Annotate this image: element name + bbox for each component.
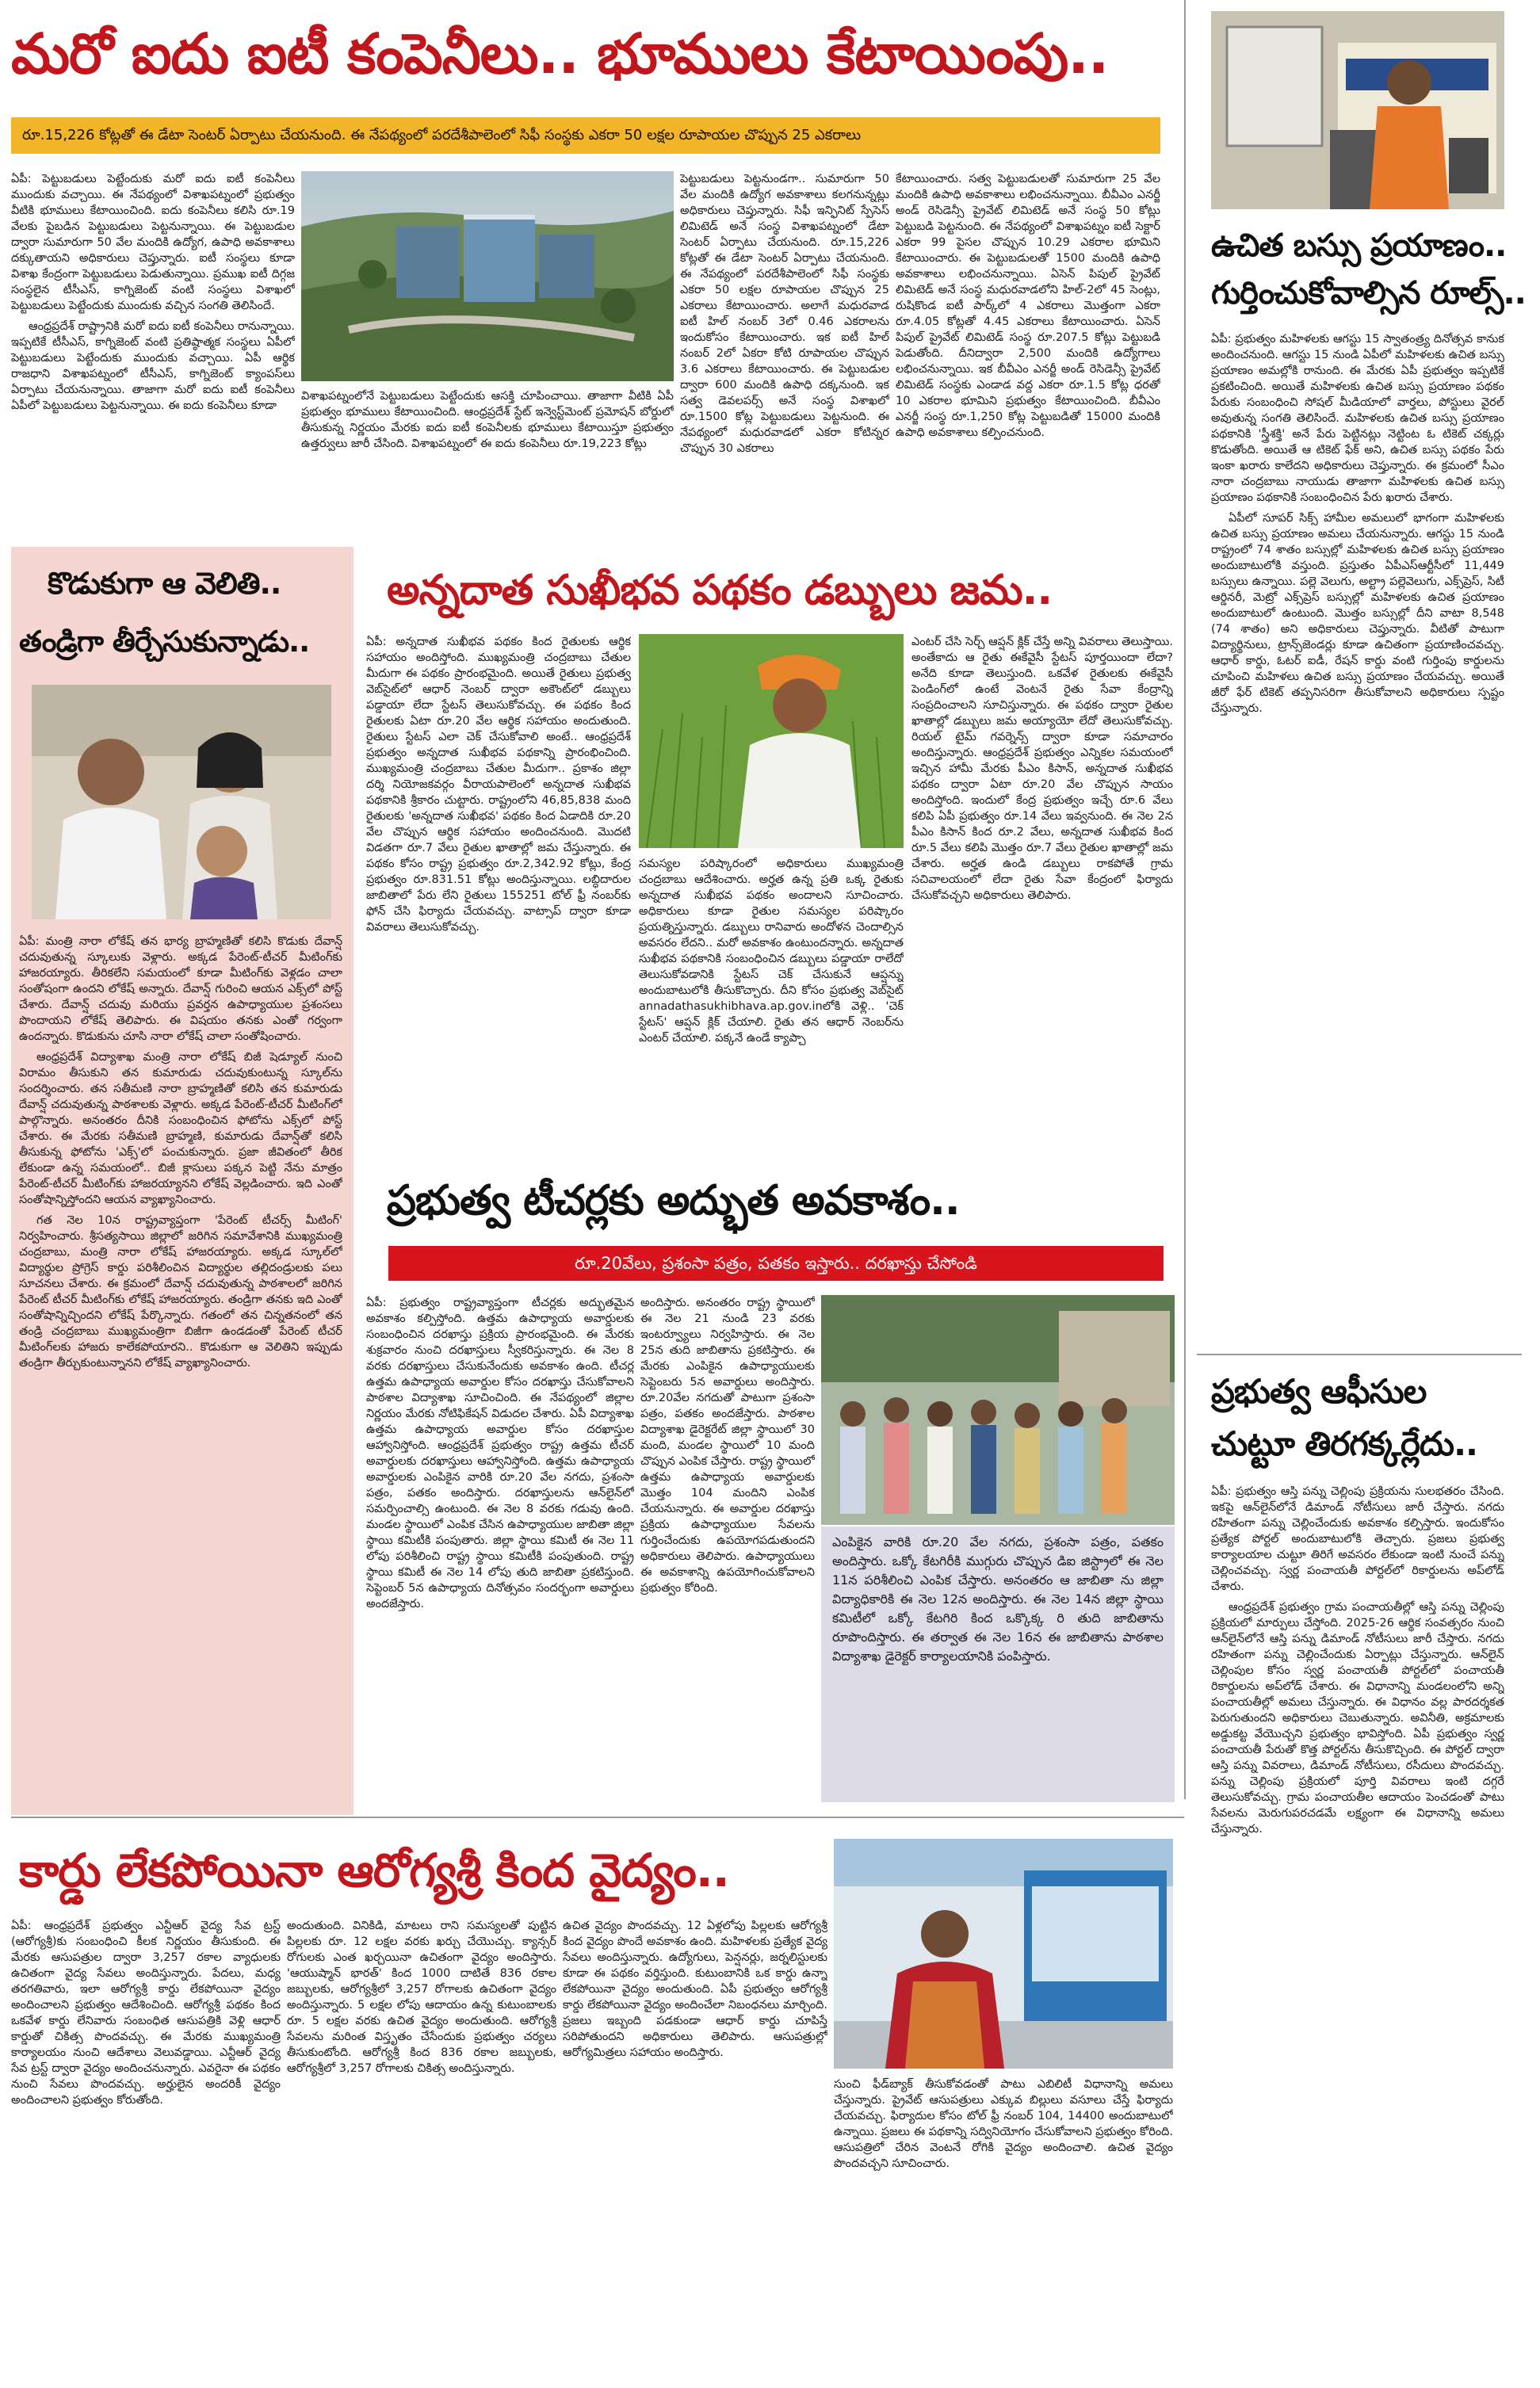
story4-column-2 [639,856,904,1141]
story5-caption-box [821,1526,1175,1802]
lokesh-family-photo [32,685,331,919]
story7-column-1 [11,1918,281,2362]
story1-col1-para2: ఆంధ్రప్రదేశ్ రాష్ట్రానికి మరో ఐదు ఐటీ కంపెనీలు రానున్నాయి. ఇప్పటికే టీసీఎస్, కాగ్నిజెంట్ వంటి ప్రతిష్ఠాత్మక సంస్థలు ఏపీలో పెట్టుబడులు పెట్టేందుకు ముందుకు వచ్చాయి. ఏపీ ఆర్థిక రాజధాని విశాఖపట్నంలో టీసీఎస్, కాగ్నిజెంట్ క్యాంపస్‌లు ఏర్పాటు చేయనున్నాయి. తాజాగా మరో ఐదు ఐటీ కంపెనీలు ఏపీలో పెట్టుబడులు పెట్టనున్నాయి. ఈ ఐదు కంపెనీలు కూడా [11,320,295,412]
story3-para3: గత నెల 10న రాష్ట్రవ్యాప్తంగా 'పేరెంట్ టీచర్స్ మీటింగ్' నిర్వహించారు. శ్రీసత్యసాయి జిల్లాలో జరిగిన సమావేశానికి ముఖ్యమంత్రి చంద్రబాబు, మంత్రి నారా లోకేష్ హాజరయ్యారు. అక్కడ స్కూల్‌లో విద్యార్థుల ప్రోగ్రెస్ కార్డు పరిశీలించిన విద్యార్థుల తల్లిదండ్రులకు పలు సూచనలు చేశారు. ఈ క్రమంలో దేవాన్ష్ చదువుతున్న పాఠశాలలో జరిగిన పేరెంట్ టీచర్ మీటింగ్‌కు లోకేష్ హాజరయ్యారు. తండ్రిగా తనకు ఇది ఎంతో సంతోషాన్నిచ్చిందని లోకేష్ పేర్కొన్నారు. గతంలో తన చిన్నతనంలో తన తండ్రి చంద్రబాబు ముఖ్యమంత్రిగా బిజీగా ఉండడంతో పేరెంట్ టీచర్ మీటింగ్‌లకు హాజరు కాలేకపోయారని.. కొడుకుగా ఆ వెలితిని ఇప్పుడు తండ్రిగా తీర్చుకుంటున్నానని లోకేష్ వ్యాఖ్యానించారు. [19,1214,342,1370]
story3-body [19,934,342,1804]
story4-col2-text: సమస్యల పరిష్కారంలో అధికారులు ముఖ్యమంత్రి చంద్రబాబు ఆదేశించారు. అర్హత ఉన్న ప్రతి ఒక్క రైతుకు అన్నదాత సుఖీభవ పథకం అందాలని సూచించారు. అధికారులు కూడా రైతుల సమస్యల పరిష్కారం ప్రయత్నిస్తున్నారు. డబ్బులు రానివారు అందోళన చెందాల్సిన అవసరం లేదని.. మరో అవకాశం ఉంటుందన్నారు. అన్నదాత సుఖీభవ పథకానికి సంబంధించిన డబ్బులు పడ్డాయా రాలేదో తెలుసుకోవడానికి స్టేటస్ చెక్ చేసుకునే ఆప్షన్ను అందుబాటులోకి తీసుకొచ్చారు. దీని కోసం ప్రభుత్వ వెబ్‌సైట్ annadathasukhibhava.ap.gov.inలోకి వెళ్లి.. 'చెక్ స్టేటస్' ఆప్షన్ క్లిక్ చేయాలి. రైతు తన ఆధార్ నెంబర్‌ను ఎంటర్ చేయాలి. పక్కనే ఉండే క్యాప్చా [639,858,904,1045]
story2-headline-line1: ఉచిత బస్సు ప్రయాణం.. [1211,227,1507,264]
story7-column-2 [287,1918,556,2362]
bus-woman-photo [1211,11,1504,209]
story1-column-1 [11,171,295,536]
story4-col1-text: ఏపీ: అన్నదాత సుఖీభవ పథకం కింద రైతులకు ఆర్థిక సహాయం అందిస్తోంది. ముఖ్యమంత్రి చంద్రబాబు చేతుల మీదుగా ఈ పథకం ప్రారంభమైంది. అయితే రైతులు ప్రభుత్వ వెబ్‌సైట్‌లో ఆధార్ నెంబర్ ద్వారా అకౌంట్‌లో డబ్బులు పడ్డాయా లేదా స్టేటస్ తెలుసుకోవచ్చు. ఈ పథకం కింద రైతులకు ఏటా రూ.20 వేల ఆర్థిక సహాయం అందుతుంది. రైతులు స్టేటస్ ఎలా చెక్ చేసుకోవాలి అంటే.. ఆంధ్రప్రదేశ్ ప్రభుత్వం అన్నదాత సుఖీభవ పథకాన్ని ప్రారంభించింది. ముఖ్యమంత్రి చంద్రబాబు చేతుల మీదుగా.. ప్రకాశం జిల్లా దర్శి నియోజకవర్గం వీరాయపాలెంలో అన్నదాత సుఖీభవ పథకానికి శ్రీకారం చుట్టారు. రాష్ట్రంలోని 46,85,838 మంది రైతులకు 'అన్నదాత సుఖీభవ' పథకం కింద ఏడాదికి రూ.20 వేల చొప్పున ఆర్థిక సహాయం అందించనుంది. మొదటి విడతగా రూ.7 వేలు రైతుల ఖాతాల్లో జమ చేస్తున్నారు. ఈ పథకం కోసం రాష్ట్ర ప్రభుత్వం రూ.2,342.92 కోట్లు, కేంద్ర ప్రభుత్వం రూ.831.51 కోట్లు అందిస్తున్నాయి. లబ్ధిదారుల జాబితాలో పేరు లేని రైతులు 155251 టోల్ ఫ్రీ నంబర్‌కు ఫోన్ చేసి ఫిర్యాదు చేయవచ్చు. వాట్సాప్ ద్వారా కూడా వివరాలు తెలుసుకోవచ్చు. [366,636,631,934]
story5-subhead: రూ.20వేలు, ప్రశంసా పత్రం, పతకం ఇస్తారు.. దరఖాస్తు చేసోండి [388,1246,1164,1281]
teachers-queue-photo [821,1295,1175,1525]
hospital-photo [834,1839,1173,2069]
story5-caption-text: ఎంపికైన వారికి రూ.20 వేల నగదు, ప్రశంసా పత్రం, పతకం అందిస్తారు. ఒక్కో కేటగిరీకి ముగ్గురు చొప్పున డిఐ జిస్ట్రాలో ఈ నెల 11న పరిశీలించి ఎంపిక చేస్తారు. అనంతరం ఆ జాబితా ను జిల్లా విద్యాధికారికి ఈ నెల 12న అందిస్తారు. ఈ నెల 14న జిల్లా స్థాయి కమిటీలో ఒక్కో కేటగిరి కింద ఒక్కొక్క రి తుది జాబితాను రూపొందిస్తారు. ఈ తర్వాత ఈ నెల 16న ఈ జాబితాను పాఠశాల విద్యాశాఖ డైరెక్టర్ కార్యాలయానికి పంపిస్తారు. [832,1534,1164,1664]
story1-headline: మరో ఐదు ఐటీ కంపెనీలు.. భూములు కేటాయింపు.. [11,21,1109,86]
story6-para1: ఏపీ: ప్రభుత్వం ఆస్తి పన్ను చెల్లింపు ప్రక్రియను సులభతరం చేసింది. ఇకపై ఆన్‌లైన్‌లోనే డిమాండ్ నోటీసులు జారీ చేస్తారు. నగదు రహితంగా పన్ను చెల్లించేందుకు అవకాశం కల్పిస్తారు. ఇందుకోసం ప్రత్యేక పోర్టల్ అందుబాటులోకి తెచ్చారు. ప్రజలు ప్రభుత్వ కార్యాలయాల చుట్టూ తిరిగే అవసరం లేకుండా ఇంటి నుంచే పన్ను చెల్లించవచ్చు. స్వర్ణ పంచాయతీ పోర్టల్‌లో రికార్డులను అప్‌లోడ్ చేశారు. [1211,1485,1504,1593]
story1-subhead: రూ.15,226 కోట్లతో ఈ డేటా సెంటర్ ఏర్పాటు చేయనుంది. ఈ నేపథ్యంలో పరదేశీపాలెంలో సిఫీ సంస్థకు ఎకరా 50 లక్షల రూపాయల చొప్పున 25 ఎకరాలు [11,117,1160,154]
story7-column-3 [563,1918,827,2362]
story7-col4-text: సుంచి ఫీడ్‌బ్యాక్ తీసుకోవడంతో పాటు ఎబిలిటీ విధానాన్ని అమలు చేస్తున్నారు. ప్రైవేట్ ఆసుపత్రులు ఎక్కువ బిల్లులు వసూలు చేస్తే ఫిర్యాదు చేయవచ్చు. ఫిర్యాదుల కోసం టోల్ ఫ్రీ నంబర్ 104, 14400 అందుబాటులో ఉన్నాయి. ప్రజలు ఈ పథకాన్ని సద్వినియోగం చేసుకోవాలని ప్రభుత్వం కోరింది. ఆసుపత్రిలో చేరిన వెంటనే రోగికి వైద్యం అందించాలి. ఉచిత వైద్యం పొందవచ్చని సూచించారు. [834,2078,1173,2170]
story4-column-1 [366,634,631,1141]
story1-col4-text: కేటాయించారు. సత్వ పెట్టుబడులతో సుమారుగా 25 వేల మందికి ఉపాధి అవకాశాలు లభించనున్నాయి. బీవీఎం ఎనర్జీ అండ్ రెసిడెన్సీ ప్రైవేట్ లిమిటెడ్ అనే సంస్థ 50 కోట్లు పెట్టుబడి పెట్టనుంది. ఈ నేపథ్యంలో విశాఖపట్నం ఐటీ సెక్టార్ ఎకరా 99 పైసల చొప్పున 10.29 ఎకరాల భూమిని కేటాయించారు. ఈ పెట్టుబడులతో 1500 మందికి ఉపాధి అవకాశాలు లభించనున్నాయి. ఏసెన్ పిపుల్ ప్రైవేట్ లిమిటెడ్ అనే సంస్థ మధురవాడలోని హిల్-2లో 45 సెంట్లు, రుషికొండ ఐటీ పార్క్‌లో 4 ఎకరాలు మొత్తంగా ఎకరా రూ.4.05 కోట్లతో 4.45 ఎకరాలు కేటాయించారు. ఏసెన్ పిపుల్ ప్రైవేట్ లిమిటెడ్ సంస్థ రూ.207.5 కోట్లు పెట్టుబడి పెడుతోంది. దీనిద్వారా 2,500 మందికి ఉద్యోగాలు లభించనున్నాయి. ఇక బీవీఎం ఎనర్జీ అండ్ రెసిడెన్సీ ప్రైవేట్ లిమిటెడ్ సంస్థకు ఎండాడ వద్ద ఎకరా రూ.1.5 కోట్ల ధరతో 10 ఎకరాల భూమిని ప్రభుత్వం కేటాయించింది. బీవీఎం ఎనర్జీ సంస్థ రూ.1,250 కోట్ల పెట్టుబడితో 15000 మందికి ఉపాధి అవకాశాలు కల్పించనుంది. [896,173,1160,439]
story1-column-3 [680,171,889,536]
story7-col1-text: ఏపీ: ఆంధ్రప్రదేశ్ ప్రభుత్వం ఎన్టీఆర్ వైద్య సేవ ట్రస్ట్ (ఆరోగ్యశ్రీ)కు సంబంధించి కీలక నిర్ణయం తీసుకుంది. ఈ మేరకు ఆసుపత్రుల ద్వారా 3,257 రకాల వ్యాధులకు ఉచితంగా వైద్య సేవలు అందిస్తున్నారు. పేదలు, మధ్య తరగతివారు, ఇలా ఆరోగ్యశ్రీ కార్డు లేకపోయినా వైద్యం అందించాలని ప్రభుత్వం ఆదేశించింది. ఆరోగ్యశ్రీ పథకం కింద ఒకవేళ కార్డు లేనివారు సంబంధిత ఆసుపత్రికి వెళ్లి ఆధార్ కార్డుతో చికిత్స పొందవచ్చు. ఈ మేరకు ముఖ్యమంత్రి కార్యాలయం నుంచి ఆదేశాలు వెలువడ్డాయి. ఎన్టీఆర్ వైద్య సేవ ట్రస్ట్ ద్వారా వైద్యం అందించనున్నారు. ఎవరైనా ఈ పథకం నుంచి సేవలు పొందవచ్చు. అర్హులైన అందరికీ వైద్యం అందించాలని ప్రభుత్వం కోరుతోంది. [11,1920,281,2107]
story5-column-1 [366,1295,634,1802]
story7-column-4 [834,2077,1173,2362]
story1-col2-text: విశాఖపట్నంలోనే పెట్టుబడులు పెట్టేందుకు ఆసక్తి చూపించాయి. తాజాగా వీటికి ఏపీ ప్రభుత్వం భూములు కేటాయించింది. ఆంధ్రప్రదేశ్ స్టేట్ ఇన్వెస్ట్‌మెంట్ ప్రమోషన్ బోర్డులో తీసుకున్న నిర్ణయం మేరకు ఐదు ఐటీ కంపెనీలకు భూములు కేటాయిస్తూ ప్రభుత్వం ఉత్తర్వులు జారీ చేసింది. విశాఖపట్నంలో ఈ ఐదు కంపెనీలు రూ.19,223 కోట్లు [301,390,674,450]
right-story-separator [1197,1354,1522,1355]
story3-para1: ఏపీ: మంత్రి నారా లోకేష్ తన భార్య బ్రాహ్మణితో కలిసి కొడుకు దేవాన్ష్ చదువుతున్న స్కూలుకు వెళ్లారు. అక్కడ పేరెంట్-టీచర్ మీటింగ్‌కు హాజరయ్యారు. తీరికలేని సమయంలో కూడా మీటింగ్‌కు వెళ్లడం చాలా సంతోషంగా ఉందని లోకేష్ అన్నారు. దేవాన్ష్ గురించి ఆయన ఎక్స్‌లో పోస్ట్ చేశారు. దేవాన్ష్ చదువు మరియు ప్రవర్తన ఉపాధ్యాయుల ప్రశంసలు పొందాయని లోకేష్ తెలిపారు. ఈ విషయం తనకు ఎంతో గర్వంగా ఉందన్నారు. కొడుకును చూసి నారా లోకేష్ చాలా సంతోషించారు. [19,935,342,1043]
story3-headline-line1: కొడుకుగా ఆ వెలితి.. [48,566,281,601]
story6-headline-line1: ప్రభుత్వ ఆఫీసుల [1211,1372,1427,1411]
story6-para2: ఆంధ్రప్రదేశ్ ప్రభుత్వం గ్రామ పంచాయతీల్లో ఆస్తి పన్ను చెల్లింపు ప్రక్రియలో మార్పులు చేస్తోంది. 2025-26 ఆర్థిక సంవత్సరం నుంచి ఆన్‌లైన్‌లోనే ఆస్తి పన్ను డిమాండ్ నోటీసులు జారీ చేస్తారు. నగదు రహితంగా పన్ను చెల్లించేందుకు ఏర్పాట్లు చేస్తున్నారు. ఆన్‌లైన్ చెల్లింపుల కోసం స్వర్ణ పంచాయతీ పోర్టల్‌లో పంచాయతీ రికార్డులను అప్‌లోడ్ చేశారు. ఈ విధానాన్ని మండలంలోని అన్ని పంచాయతీల్లో అమలు చేస్తున్నారు. ఈ విధానం వల్ల పారదర్శకత పెరుగుతుందని అధికారులు చెబుతున్నారు. అవినీతి, అక్రమాలకు అడ్డుకట్ట వేయొచ్చని ప్రభుత్వం భావిస్తోంది. ఏపీ ప్రభుత్వం స్వర్ణ పంచాయతీ పేరుతో కొత్త పోర్టల్‌ను తీసుకొచ్చింది. ఈ పోర్టల్ ద్వారా ఆస్తి పన్ను వివరాలు, డిమాండ్ నోటీసులు, రసీదులు పొందవచ్చు. పన్ను చెల్లింపు ప్రక్రియలో పూర్తి వివరాలు ఇంటి దగ్గరే తెలుసుకోవచ్చు. గ్రామ పంచాయతీల ఆదాయం పెంచడంతో పాటు సేవలను మెరుగుపరచడమే లక్ష్యంగా ఈ విధానాన్ని అమలు చేస్తున్నారు. [1211,1601,1504,1836]
story5-column-2 [640,1295,815,1802]
story5-col1-text: ఏపీ: ప్రభుత్వం రాష్ట్రవ్యాప్తంగా టీచర్లకు అద్భుతమైన అవకాశం కల్పిస్తోంది. ఉత్తమ ఉపాధ్యాయ అవార్డులకు సంబంధించిన దరఖాస్తు ప్రక్రియ ప్రారంభమైంది. ఈ మేరకు శుక్రవారం నుంచి దరఖాస్తులు స్వీకరిస్తున్నారు. ఈ నెల 8 వరకు దరఖాస్తులు చేసుకునేందుకు అవకాశం ఉంది. టీచర్ల ఉత్తమ ఉపాధ్యాయ అవార్డుల కోసం దరఖాస్తు చేసుకోవాలని పాఠశాల విద్యాశాఖ సూచించింది. ఈ నేపథ్యంలో జిల్లాల నిర్ణయం మేరకు నోటిఫికేషన్ విడుదల చేశారు. ఏపీ విద్యాశాఖ ఉత్తమ ఉపాధ్యాయ అవార్డుల కోసం దరఖాస్తుల ఆహ్వానిస్తోంది. ఆంధ్రప్రదేశ్ ప్రభుత్వం రాష్ట్ర ఉత్తమ టీచర్ అవార్డులకు దరఖాస్తులు ఆహ్వానిస్తోంది. ఉత్తమ ఉపాధ్యాయ అవార్డులకు ఎంపికైన వారికి రూ.20 వేల నగదు, ప్రశంసా పత్రం, పతకం అందిస్తారు. దరఖాస్తులను ఆన్‌లైన్‌లో సమర్పించాల్సి ఉంటుంది. ఈ నెల 8 వరకు గడువు ఉంది. మండల స్థాయిలో ఎంపిక చేసిన ఉపాధ్యాయుల జాబితా జిల్లా స్థాయి కమిటీకి పంపుతారు. జిల్లా స్థాయి కమిటీ ఈ నెల 11 లోపు పరిశీలించి రాష్ట్ర స్థాయి కమిటీకి పంపుతుంది. రాష్ట్ర స్థాయి కమిటీ ఈ నెల 14 లోపు తుది జాబితా ప్రకటిస్తుంది. సెప్టెంబర్ 5న ఉపాధ్యాయ దినోత్సవం సందర్భంగా అవార్డులు అందజేస్తారు. [366,1297,634,1610]
story3-para2: ఆంధ్రప్రదేశ్ విద్యాశాఖ మంత్రి నారా లోకేష్ బిజీ షెడ్యూల్ నుంచి విరామం తీసుకుని తన కుమారుడు చదువుకుంటున్న స్కూల్‌ను సందర్శించారు. తన సతీమణి నారా బ్రాహ్మణితో కలిసి తన కుమారుడు దేవాన్ష్ చదువుతున్న పాఠశాలకు వెళ్లారు. అక్కడ పేరెంట్-టీచర్ మీటింగ్‌లో పాల్గొన్నారు. అనంతరం దీనికి సంబంధించిన ఫోటోను ఎక్స్‌లో పోస్ట్ చేశారు. ఈ మేరకు సతీమణి బ్రాహ్మణి, కుమారుడు దేవాన్ష్‌తో కలిసి తీసుకున్న ఫోటోను 'ఎక్స్'లో పంచుకున్నారు. ప్రజా జీవితంలో తీరిక లేకుండా ఉన్న సమయంలో.. బిజీ క్లాసులు పక్కన పెట్టి నేను మాత్రం పేరెంట్-టీచర్ మీటింగ్‌కు హాజరయ్యానని లోకేష్ వెల్లడించారు. ఇది ఎంతో సంతోషాన్నిస్తోందని ఆయన వ్యాఖ్యానించారు. [19,1051,342,1206]
story6-headline-line2: చుట్టూ తిరగక్కర్లేదు.. [1211,1424,1478,1463]
story1-column-2 [301,388,674,536]
story3-headline-line2: తండ్రిగా తీర్చేసుకున్నాడు.. [19,625,310,659]
story5-col2-text: అందిస్తారు. అనంతరం రాష్ట్ర స్థాయిలో ఈ నెల 21 నుండి 23 వరకు ఇంటర్వ్యూలు నిర్వహిస్తారు. ఈ నెల 25న తుది జాబితాను ప్రకటిస్తారు. ఈ మేరకు ఎంపికైన ఉపాధ్యాయులకు సెప్టెంబరు 5న అవార్డులు అందిస్తారు. రూ.20వేల నగదుతో పాటుగా ప్రశంసా పత్రం, పతకం అందజేస్తారు. పాఠశాల విద్యాశాఖ డైరెక్టరేట్ జిల్లా స్థాయిలో 30 మంది, మండల స్థాయిలో 10 మంది చొప్పున ఎంపిక చేస్తారు. రాష్ట్ర స్థాయిలో ఉత్తమ ఉపాధ్యాయ అవార్డులకు మొత్తం 104 మందిని ఎంపిక చేయనున్నారు. ఈ అవార్డుల దరఖాస్తు ప్రక్రియ ఉపాధ్యాయుల సేవలను గుర్తించేందుకు ఉపయోగపడుతుందని అధికారులు తెలిపారు. ఉపాధ్యాయులు ఈ అవకాశాన్ని ఉపయోగించుకోవాలని ప్రభుత్వం కోరింది. [640,1297,815,1595]
right-column-divider [1184,0,1186,1799]
story1-col1-para1: ఏపీ: పెట్టుబడులు పెట్టేందుకు మరో ఐదు ఐటీ కంపెనీలు ముందుకు వచ్చాయి. ఈ నేపథ్యంలో విశాఖపట్నంలో ప్రభుత్వం వీటికి భూములు కేటాయించింది. ఐదు కంపెనీలు కలిసి రూ.19 వేలకు పైబడిన పెట్టుబడులు పెట్టనున్నాయి. ఈ పెట్టుబడుల ద్వారా సుమారుగా 50 వేల మందికి ఉద్యోగ, ఉపాధి అవకాశాలు దక్కుతాయని అధికారులు చెప్తున్నారు. ఐటీ సంస్థలు కూడా విశాఖ కేంద్రంగా పెట్టుబడులు పెడుతున్నాయి. ప్రముఖ ఐటీ దిగ్గజ సంస్థలైన టీసీఎస్, కాగ్నిజెంట్ వంటి సంస్థలు విశాఖలో పెట్టుబడులు పెట్టేందుకు ముందుకు వచ్చిన సంగతి తెలిసిందే. [11,173,295,312]
story6-body [1211,1484,1504,2356]
story7-col2-text: అందుతుంది. వినికిడి, మాటలు రాని సమస్యలతో పుట్టిన పిల్లలకు రూ. 12 లక్షల వరకు ఖర్చు చేయొచ్చు. క్యాన్సర్ రోగులకు ఎంత ఖర్చయినా ఉచితంగా వైద్యం అందిస్తారు. 'ఆయుష్మాన్ భారత్' కింద 1000 దాటితే 836 రకాల జబ్బులకు, ఆరోగ్యశ్రీలో 3,257 రోగాలకు ఉచితంగా వైద్యం అందిస్తున్నారు. 5 లక్షల లోపు ఆదాయం ఉన్న కుటుంబాలకు రూ. 5 లక్షల వరకు ఉచిత వైద్యం అందుతుంది. ఆరోగ్యశ్రీ సేవలను మరింత విస్తృతం చేసేందుకు ప్రభుత్వం చర్యలు తీసుకుంటోంది. ఆరోగ్యశ్రీ కింద 836 రకాల జబ్బులకు, ఆరోగ్యశ్రీలో 3,257 రోగాలకు చికిత్స అందిస్తున్నారు. [287,1920,556,2075]
it-campus-photo [301,171,674,381]
story1-column-4 [896,171,1160,536]
story4-headline: అన్నదాత సుఖీభవ పథకం డబ్బులు జమ.. [387,567,1053,614]
story1-col3-text: పెట్టుబడులు పెట్టనుండగా.. సుమారుగా 50 వేల మందికి ఉద్యోగ అవకాశాలు కలగనున్నట్లు అధికారులు చెప్తున్నారు. సిఫీ ఇన్ఫినిట్ స్పేసెస్ లిమిటెడ్ అనే సంస్థ విశాఖపట్నంలో డేటా సెంటర్ ఏర్పాటు చేయనుంది. రూ.15,226 కోట్లతో ఈ డేటా సెంటర్ ఏర్పాటు చేయనుంది. ఈ నేపథ్యంలో పరదేశీపాలెంలో సిఫీ సంస్థకు ఎకరా 50 లక్షల రూపాయల చొప్పున 25 ఎకరాలు కేటాయించారు. అలాగే మధురవాడ ఐటీ హిల్ నంబర్ 3లో 0.46 ఎకరాలను ఇందుకోసం కేటాయించారు. ఇక ఐటీ హిల్ నంబర్ 2లో ఏకరా కోటి రూపాయల చొప్పున 3.6 ఎకరాలు కేటాయించారు. ఈ పెట్టుబడుల ద్వారా 600 మందికి ఉపాధి దక్కనుంది. ఇక సత్వ డెవలపర్స్ అనే సంస్థ విశాఖలో రూ.1500 కోట్ల పెట్టుబడులు పెట్టనుంది. ఈ నేపథ్యంలో మధురవాడలో ఎకరా కోటిన్నర చొప్పున 30 ఎకరాలు [680,173,889,455]
bottom-section-divider [11,1817,1184,1818]
story4-col3-text: ఎంటర్ చేసి సెర్చ్ ఆప్షన్ క్లిక్ చేస్తే అన్ని వివరాలు తెలుస్తాయి. అంతేకాదు ఆ రైతు ఈకేవైసీ స్టేటస్ పూర్తయిందా లేదా? అనేది కూడా తెలుస్తుంది. ఒకవేళ రైతులకు ఈకేవైసీ పెండింగ్‌లో ఉంటే వెంటనే రైతు సేవా కేంద్రాన్ని సంప్రదించాలని సూచిస్తున్నారు. ఈ పథకం ద్వారా రైతుల ఖాతాల్లో డబ్బులు జమ అయ్యాయో లేదో తెలుసుకోవచ్చు. రియల్ టైమ్ గవర్నెన్స్ ద్వారా కూడా సమాచారం అందిస్తున్నారు. ఆంధ్రప్రదేశ్ ప్రభుత్వం ఎన్నికల సమయంలో ఇచ్చిన హామీ మేరకు పీఎం కిసాన్, అన్నదాత సుఖీభవ పథకం ద్వారా ఏటా రూ.20 వేల చొప్పున సాయం అందిస్తోంది. ఇందులో కేంద్ర ప్రభుత్వం ఇచ్చే రూ.6 వేలు కలిపి ఏపీ ప్రభుత్వం రూ.14 వేలు ఇవ్వనుంది. ఈ నెల 2న పీఎం కిసాన్ కింద రూ.2 వేలు, అన్నదాత సుఖీభవ కింద రూ.5 వేలు కలిపి మొత్తం రూ.7 వేలు రైతుల ఖాతాల్లో జమ చేశారు. అర్హత ఉండి డబ్బులు రాకపోతే గ్రామ సచివాలయంలో లేదా రైతు సేవా కేంద్రంలో ఫిర్యాదు చేసుకోవచ్చని అధికారులు తెలిపారు. [911,636,1173,902]
story2-para2: ఏపీలో సూపర్ సిక్స్ హామీల అమలులో భాగంగా మహిళలకు ఉచిత బస్సు ప్రయాణం అమలు చేయనున్నారు. ఆగస్టు 15 నుండి రాష్ట్రంలో 74 శాతం బస్సుల్లో మహిళలకు ఉచిత బస్సు ప్రయాణం అందుబాటులోకి వస్తుంది. ప్రస్తుతం ఏపీఎస్ఆర్టీసీలో 11,449 బస్సులు ఉన్నాయి. పల్లె వెలుగు, అల్ట్రా పల్లెవెలుగు, ఎక్స్‌ప్రెస్, సిటీ ఆర్డినరీ, మెట్రో ఎక్స్‌ప్రెస్ బస్సుల్లో మహిళలకు ఉచిత ప్రయాణం అందుబాటులో ఉంటుంది. మొత్తం బస్సుల్లో దీని వాటా 8,548 (74 శాతం) అని అధికారులు చెప్తున్నారు. వీటితో పాటుగా విద్యార్థినులు, ట్రాన్స్‌జెండర్లు కూడా ఉచితంగా ప్రయాణించవచ్చు. ఆధార్ కార్డు, ఓటర్ ఐడీ, రేషన్ కార్డు వంటి గుర్తింపు కార్డులను చూపించి మహిళలు ఉచిత బస్సు ప్రయాణం చేయవచ్చు. అయితే జీరో ఫేర్ టికెట్ తప్పనిసరిగా తీసుకోవాలని అధికారులు స్పష్టం చేస్తున్నారు. [1211,512,1504,715]
story4-column-3 [911,634,1173,1141]
farmer-photo [639,634,904,848]
story2-body [1211,331,1504,1346]
story7-col3-text: ఉచిత వైద్యం పొందవచ్చు. 12 ఏళ్లలోపు పిల్లలకు ఆరోగ్యశ్రీ కింద వైద్యం పొందే అవకాశం ఉంది. మహిళలకు ప్రత్యేక వైద్య సేవలు అందిస్తున్నారు. ఉద్యోగులు, పెన్షనర్లు, జర్నలిస్టులకు కూడా ఈ పథకం వర్తిస్తుంది. కుటుంబానికి ఒక కార్డు ఉన్నా లేకపోయినా వైద్యం అందుతుంది. ఏపీ ప్రభుత్వం ఆరోగ్యశ్రీ కార్డు లేకపోయినా వైద్యం అందించేలా నిబంధనలు మార్చింది. ప్రజలు ఇబ్బంది పడకుండా ఆధార్ కార్డు చూపిస్తే సరిపోతుందని అధికారులు తెలిపారు. ఆసుపత్రుల్లో ఆరోగ్యమిత్రలు సహాయం అందిస్తారు. [563,1920,827,2059]
story2-para1: ఏపీ: ప్రభుత్వం మహిళలకు ఆగస్టు 15 స్వాతంత్ర్య దినోత్సవ కానుక అందించనుంది. ఆగస్టు 15 నుండి ఏపీలో మహిళలకు ఉచిత బస్సు ప్రయాణం అమల్లోకి రానుంది. ఈ మేరకు ఏపీ ప్రభుత్వం ఇప్పటికే ప్రకటించింది. అయితే మహిళలకు ఉచిత బస్సు ప్రయాణం పథకం పేరుకు సంబంధించి సోషల్ మీడియాలో వార్తలు, పోస్టులు వైరల్ అవుతున్న సంగతి తెలిసిందే. మహిళలకు ఉచిత బస్సు ప్రయాణం పథకానికి 'స్త్రీశక్తి' అనే పేరు పెట్టినట్లు నెట్టింట ఓ టికెట్ చక్కర్లు కొడుతోంది. అయితే ఆ టికెట్ ఫేక్ అని, ఉచిత బస్సు పథకం పేరు ఇంకా ఖరారు కాలేదని అధికారులు చెప్తున్నారు. ఈ క్రమంలో సీఎం నారా చంద్రబాబు నాయుడు తాజాగా మహిళలకు ఉచిత బస్సు ప్రయాణం పథకానికి సంబంధించిన పేరు ఖరారు చేశారు. [1211,333,1504,504]
story2-headline-line2: గుర్తించుకోవాల్సిన రూల్స్.. [1211,275,1526,311]
story5-headline: ప్రభుత్వ టీచర్లకు అద్భుత అవకాశం.. [387,1177,960,1225]
story7-headline: కార్డు లేకపోయినా ఆరోగ్యశ్రీ కింద వైద్యం.. [19,1844,729,1897]
